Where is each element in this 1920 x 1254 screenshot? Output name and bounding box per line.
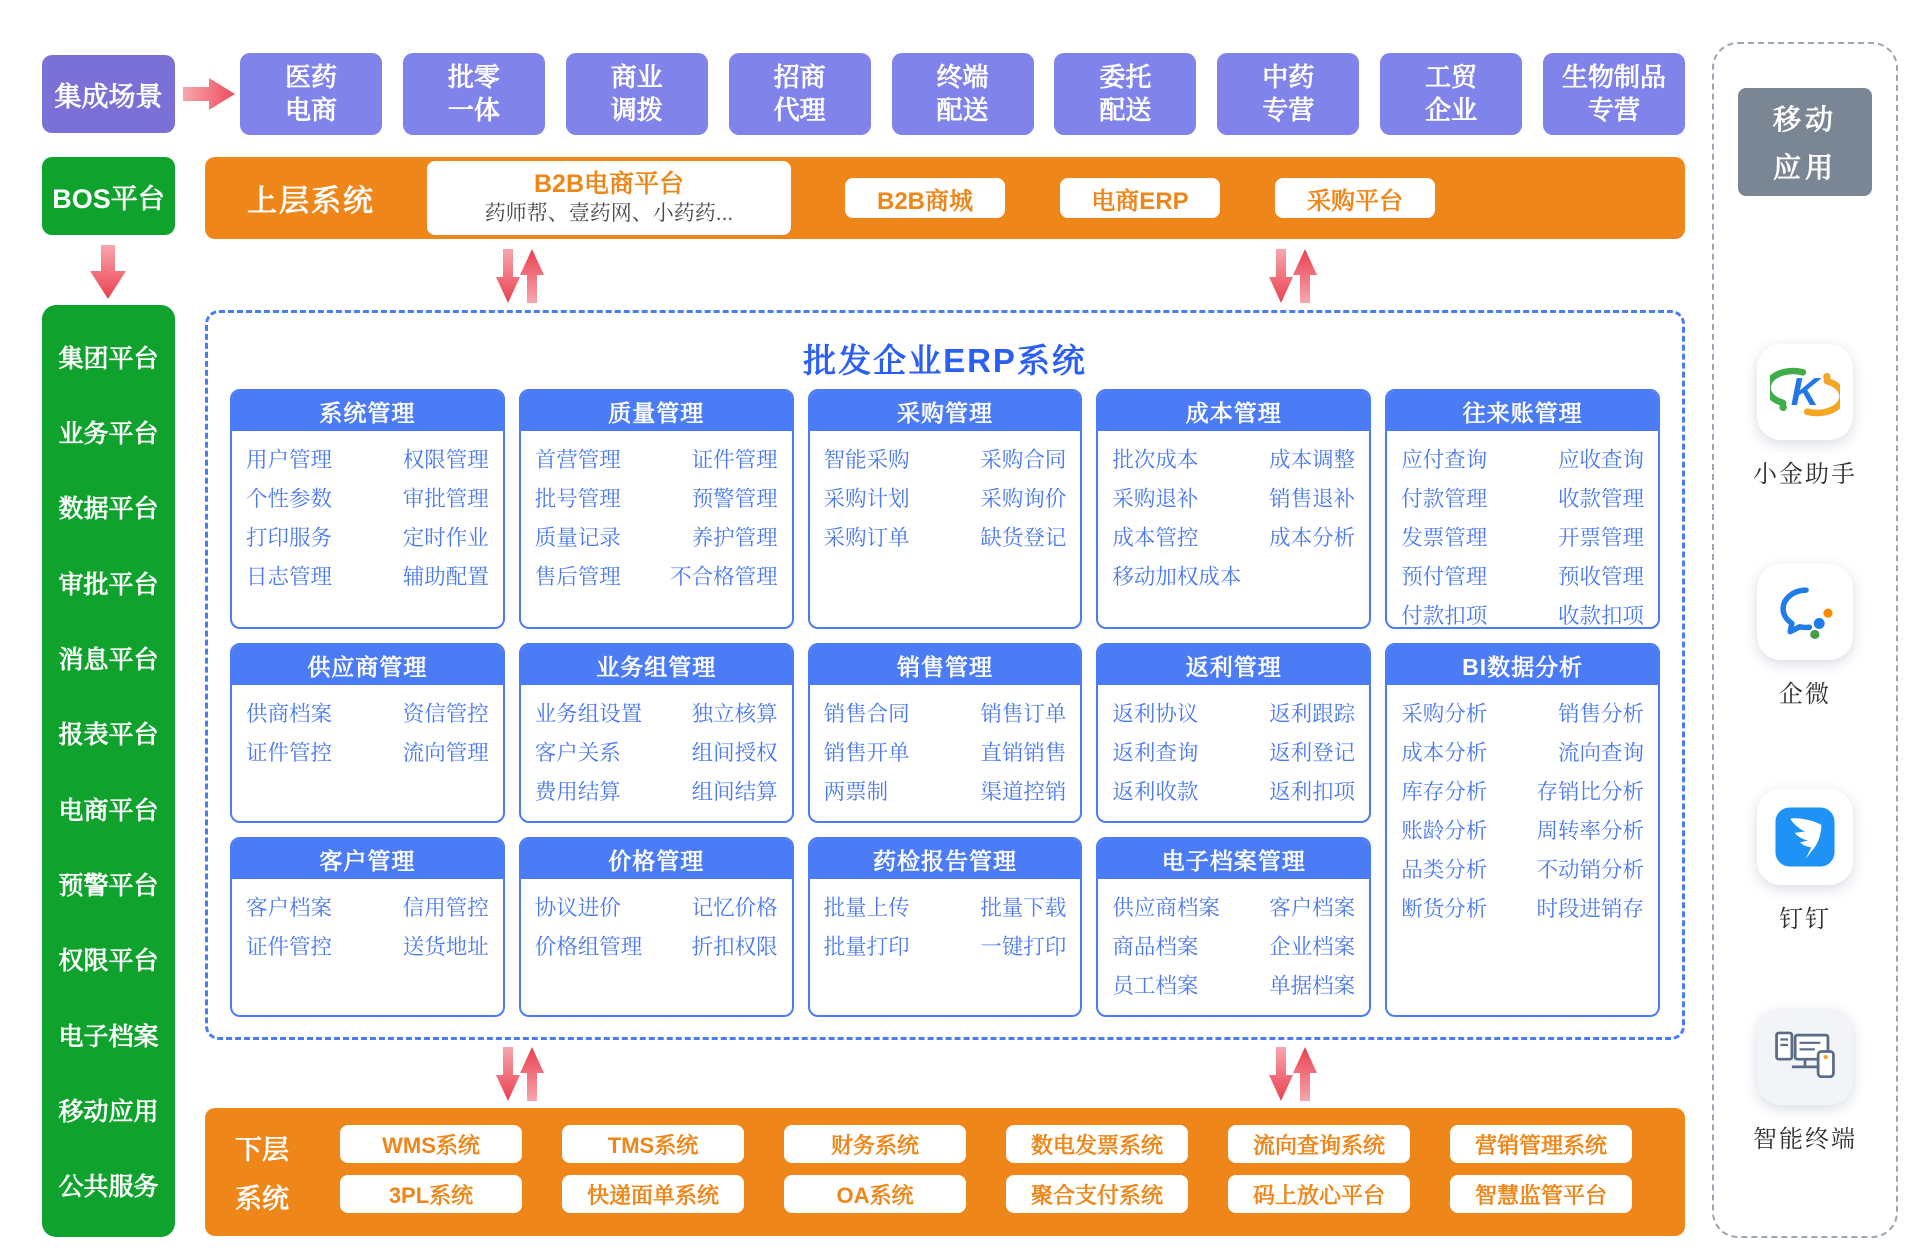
module-item: 独立核算: [691, 702, 778, 726]
svg-text:K: K: [1790, 370, 1820, 415]
erp-module-card: [230, 389, 505, 629]
lower-systems-grid: [340, 1125, 1632, 1213]
lower-system-pill: 数电发票系统: [1006, 1125, 1188, 1163]
upper-system-pill: 采购平台: [1275, 178, 1435, 218]
module-item: 送货地址: [402, 935, 489, 959]
b2b-platform-box: [427, 161, 791, 235]
platform-item: 审批平台: [58, 570, 159, 599]
module-item: 批量打印: [823, 935, 910, 959]
module-item: 权限管理: [402, 448, 489, 472]
app-smart-terminal: [1714, 1009, 1896, 1154]
card-body: [1387, 685, 1658, 935]
module-item: 养护管理: [691, 526, 778, 550]
module-item: 定时作业: [402, 526, 489, 550]
card-title: 往来账管理: [1387, 391, 1658, 431]
lower-system-pill: WMS系统: [340, 1125, 522, 1163]
module-item: 采购订单: [823, 526, 910, 550]
module-item: 断货分析: [1401, 897, 1488, 921]
module-item: 首营管理: [534, 448, 621, 472]
integration-scenarios-label: 集成场景: [42, 55, 175, 133]
module-item: 收款管理: [1557, 487, 1644, 511]
module-item: 证件管控: [246, 935, 333, 959]
module-item: 资信管控: [402, 702, 489, 726]
module-item: 供商档案: [246, 702, 333, 726]
platform-item: 电商平台: [58, 796, 159, 825]
platform-item: 权限平台: [58, 947, 159, 976]
module-item: 日志管理: [246, 565, 333, 589]
b2b-platform-title: B2B电商平台: [533, 169, 684, 198]
module-item: 企业档案: [1269, 935, 1356, 959]
arrow-right-icon: [181, 74, 237, 114]
module-item: 不动销分析: [1536, 858, 1644, 882]
erp-module-card: [808, 837, 1083, 1017]
module-item: 发票管理: [1401, 526, 1488, 550]
card-title: 业务组管理: [521, 645, 792, 685]
lower-system-pill: TMS系统: [562, 1125, 744, 1163]
module-item: 审批管理: [402, 487, 489, 511]
module-item: 批量下载: [980, 896, 1067, 920]
lower-systems-label: [235, 1108, 289, 1236]
card-body: [810, 685, 1081, 818]
erp-module-card: [1096, 389, 1371, 629]
platform-item: 预警平台: [58, 871, 159, 900]
lower-label-line2: 系统: [235, 1184, 289, 1214]
card-title: 客户管理: [232, 839, 503, 879]
erp-module-card: [519, 643, 794, 823]
upper-system-pill: 电商ERP: [1060, 178, 1220, 218]
module-item: 费用结算: [534, 780, 621, 804]
card-title: 销售管理: [810, 645, 1081, 685]
module-item: 品类分析: [1401, 858, 1488, 882]
module-item: 销售分析: [1557, 702, 1644, 726]
upper-systems-bar: [205, 157, 1685, 239]
transfer-arrows-icon: [496, 1044, 544, 1104]
module-item: 周转率分析: [1536, 819, 1644, 843]
module-item: 业务组设置: [534, 702, 643, 726]
scenario-line: 企业: [1425, 95, 1478, 125]
app-xiaojin-assistant: [1714, 344, 1896, 489]
platform-item: 移动应用: [58, 1097, 159, 1126]
module-item: 员工档案: [1112, 974, 1199, 998]
module-item: 预警管理: [691, 487, 778, 511]
module-item: 返利登记: [1269, 741, 1356, 765]
scenario-box: [1543, 53, 1685, 135]
platform-item: 消息平台: [58, 645, 159, 674]
module-item: 成本分析: [1401, 741, 1488, 765]
module-item: 批次成本: [1112, 448, 1199, 472]
erp-module-card: [519, 837, 794, 1017]
card-body: [521, 685, 792, 818]
scenario-line: 代理: [773, 95, 826, 125]
module-item: 返利协议: [1112, 702, 1199, 726]
module-item: 流向管理: [402, 741, 489, 765]
platform-item: 业务平台: [58, 419, 159, 448]
platform-item: 公共服务: [58, 1173, 159, 1202]
module-item: 缺货登记: [980, 526, 1067, 550]
module-item: 智能采购: [823, 448, 910, 472]
upper-system-pill: B2B商城: [845, 178, 1005, 218]
module-item: 商品档案: [1112, 935, 1199, 959]
module-item: 用户管理: [246, 448, 333, 472]
scenario-line: 配送: [1099, 95, 1152, 125]
erp-system-title: 批发企业ERP系统: [803, 342, 1087, 379]
module-item: 收款扣项: [1557, 604, 1644, 628]
app-label: 智能终端: [1753, 1126, 1857, 1153]
scenario-box: [1054, 53, 1196, 135]
module-item: 存销比分析: [1536, 780, 1644, 804]
erp-module-card: [230, 643, 505, 823]
scenario-line: 终端: [936, 61, 989, 92]
scenario-box: [729, 53, 871, 135]
scenario-box: [1217, 53, 1359, 135]
module-item: 折扣权限: [691, 935, 778, 959]
scenario-box: [240, 53, 382, 135]
module-item: 时段进销存: [1536, 897, 1644, 921]
module-item: 应付查询: [1401, 448, 1488, 472]
module-item: 辅助配置: [402, 565, 489, 589]
transfer-arrows-icon: [1269, 1044, 1317, 1104]
scenario-line: 生物制品: [1561, 61, 1666, 92]
module-item: 批量上传: [823, 896, 910, 920]
scenario-line: 中药: [1262, 61, 1315, 92]
scenario-box: [1380, 53, 1522, 135]
module-item: 信用管控: [402, 896, 489, 920]
module-item: 移动加权成本: [1112, 565, 1242, 589]
scenario-box: [892, 53, 1034, 135]
erp-module-card: [808, 643, 1083, 823]
scenario-line: 专营: [1587, 95, 1640, 125]
module-item: 渠道控销: [980, 780, 1067, 804]
module-item: 质量记录: [534, 526, 621, 550]
erp-module-card: [1385, 389, 1660, 629]
card-title: BI数据分析: [1387, 645, 1658, 685]
module-item: 销售合同: [823, 702, 910, 726]
erp-module-card: [1096, 643, 1371, 823]
platform-item: 报表平台: [58, 721, 159, 750]
module-item: 证件管控: [246, 741, 333, 765]
lower-system-pill: 营销管理系统: [1450, 1125, 1632, 1163]
scenario-line: 医药: [284, 61, 337, 92]
module-item: 库存分析: [1401, 780, 1488, 804]
scenario-line: 招商: [773, 61, 826, 92]
upper-systems-label: 上层系统: [247, 185, 375, 218]
erp-module-card: [1385, 643, 1660, 1017]
erp-module-card: [808, 389, 1083, 629]
bos-platform-label: BOS平台: [42, 157, 175, 235]
lower-system-pill: OA系统: [784, 1175, 966, 1213]
card-title: 返利管理: [1098, 645, 1369, 685]
app-dingtalk: [1714, 789, 1896, 934]
scenario-line: 批零: [447, 61, 500, 92]
platform-item: 集团平台: [58, 344, 159, 373]
module-item: 批号管理: [534, 487, 621, 511]
module-item: 打印服务: [246, 526, 333, 550]
erp-system-container: [205, 310, 1685, 1040]
scenario-line: 商业: [610, 61, 663, 92]
card-body: [810, 431, 1081, 564]
mobile-title-line2: 应用: [1772, 152, 1837, 183]
module-item: 客户档案: [246, 896, 333, 920]
scenario-line: 电商: [284, 95, 337, 125]
dingtalk-icon: [1757, 789, 1853, 885]
module-item: 记忆价格: [691, 896, 778, 920]
lower-system-pill: 3PL系统: [340, 1175, 522, 1213]
module-item: 采购计划: [823, 487, 910, 511]
card-body: [1098, 685, 1369, 818]
wecom-icon: [1757, 564, 1853, 660]
erp-module-card: [1096, 837, 1371, 1017]
module-item: 流向查询: [1557, 741, 1644, 765]
module-item: 应收查询: [1557, 448, 1644, 472]
smart-terminal-icon: [1757, 1009, 1853, 1105]
scenario-line: 调拨: [610, 95, 663, 125]
module-item: 售后管理: [534, 565, 621, 589]
module-item: 返利扣项: [1269, 780, 1356, 804]
lower-systems-bar: [205, 1108, 1685, 1236]
module-item: 单据档案: [1269, 974, 1356, 998]
lower-system-pill: 智慧监管平台: [1450, 1175, 1632, 1213]
b2b-platform-subtitle: 药师帮、壹药网、小药药...: [484, 201, 734, 225]
arrow-down-icon: [88, 243, 128, 301]
module-item: 预收管理: [1557, 565, 1644, 589]
lower-label-line1: 下层: [235, 1135, 289, 1165]
transfer-arrows-icon: [1269, 246, 1317, 306]
card-body: [1098, 879, 1369, 1012]
erp-module-card: [230, 837, 505, 1017]
k-logo-icon: [1757, 344, 1853, 440]
module-item: 一键打印: [980, 935, 1067, 959]
card-title: 质量管理: [521, 391, 792, 431]
module-item: 直销销售: [980, 741, 1067, 765]
card-title: 供应商管理: [232, 645, 503, 685]
mobile-apps-panel: [1712, 42, 1898, 1238]
card-body: [521, 879, 792, 973]
platform-item: 电子档案: [58, 1022, 159, 1051]
module-item: 协议进价: [534, 896, 621, 920]
mobile-title-line1: 移动: [1772, 104, 1837, 135]
scenario-line: 一体: [447, 95, 500, 125]
module-item: 成本调整: [1269, 448, 1356, 472]
card-title: 成本管理: [1098, 391, 1369, 431]
module-item: 价格组管理: [534, 935, 643, 959]
card-body: [521, 431, 792, 603]
app-label: 钉钉: [1779, 906, 1831, 933]
module-item: 开票管理: [1557, 526, 1644, 550]
scenario-box: [566, 53, 708, 135]
scenario-line: 专营: [1262, 95, 1315, 125]
module-item: 销售订单: [980, 702, 1067, 726]
platform-item: 数据平台: [58, 495, 159, 524]
erp-module-grid: [230, 389, 1660, 1017]
card-title: 电子档案管理: [1098, 839, 1369, 879]
module-item: 成本管控: [1112, 526, 1199, 550]
scenario-row: [240, 53, 1685, 135]
module-item: 采购合同: [980, 448, 1067, 472]
card-title: 系统管理: [232, 391, 503, 431]
module-item: 客户档案: [1269, 896, 1356, 920]
module-item: 成本分析: [1269, 526, 1356, 550]
module-item: 采购退补: [1112, 487, 1199, 511]
module-item: 两票制: [823, 780, 889, 804]
module-item: 销售退补: [1269, 487, 1356, 511]
module-item: 账龄分析: [1401, 819, 1488, 843]
module-item: 不合格管理: [670, 565, 778, 589]
card-body: [1387, 431, 1658, 629]
app-label: 小金助手: [1753, 461, 1857, 488]
scenario-line: 工贸: [1425, 61, 1478, 92]
module-item: 销售开单: [823, 741, 910, 765]
module-item: 证件管理: [691, 448, 778, 472]
card-title: 药检报告管理: [810, 839, 1081, 879]
lower-system-pill: 码上放心平台: [1228, 1175, 1410, 1213]
lower-system-pill: 财务系统: [784, 1125, 966, 1163]
module-item: 客户关系: [534, 741, 621, 765]
card-body: [232, 431, 503, 603]
lower-system-pill: 聚合支付系统: [1006, 1175, 1188, 1213]
app-label: 企微: [1779, 681, 1831, 708]
mobile-apps-title: [1738, 88, 1872, 196]
module-item: 返利跟踪: [1269, 702, 1356, 726]
scenario-line: 委托: [1099, 61, 1152, 92]
transfer-arrows-icon: [496, 246, 544, 306]
card-body: [1098, 431, 1369, 603]
module-item: 组间授权: [691, 741, 778, 765]
module-item: 采购分析: [1401, 702, 1488, 726]
app-wecom: [1714, 564, 1896, 709]
module-item: 个性参数: [246, 487, 333, 511]
card-title: 价格管理: [521, 839, 792, 879]
module-item: 预付管理: [1401, 565, 1488, 589]
lower-system-pill: 快递面单系统: [562, 1175, 744, 1213]
scenario-box: [403, 53, 545, 135]
card-body: [232, 879, 503, 973]
module-item: 组间结算: [691, 780, 778, 804]
erp-module-card: [519, 389, 794, 629]
card-body: [232, 685, 503, 779]
module-item: 返利收款: [1112, 780, 1199, 804]
lower-system-pill: 流向查询系统: [1228, 1125, 1410, 1163]
module-item: 采购询价: [980, 487, 1067, 511]
module-item: 返利查询: [1112, 741, 1199, 765]
scenario-line: 配送: [936, 95, 989, 125]
module-item: 付款扣项: [1401, 604, 1488, 628]
module-item: 付款管理: [1401, 487, 1488, 511]
card-title: 采购管理: [810, 391, 1081, 431]
platform-column: [42, 305, 175, 1237]
module-item: 供应商档案: [1112, 896, 1220, 920]
card-body: [810, 879, 1081, 973]
